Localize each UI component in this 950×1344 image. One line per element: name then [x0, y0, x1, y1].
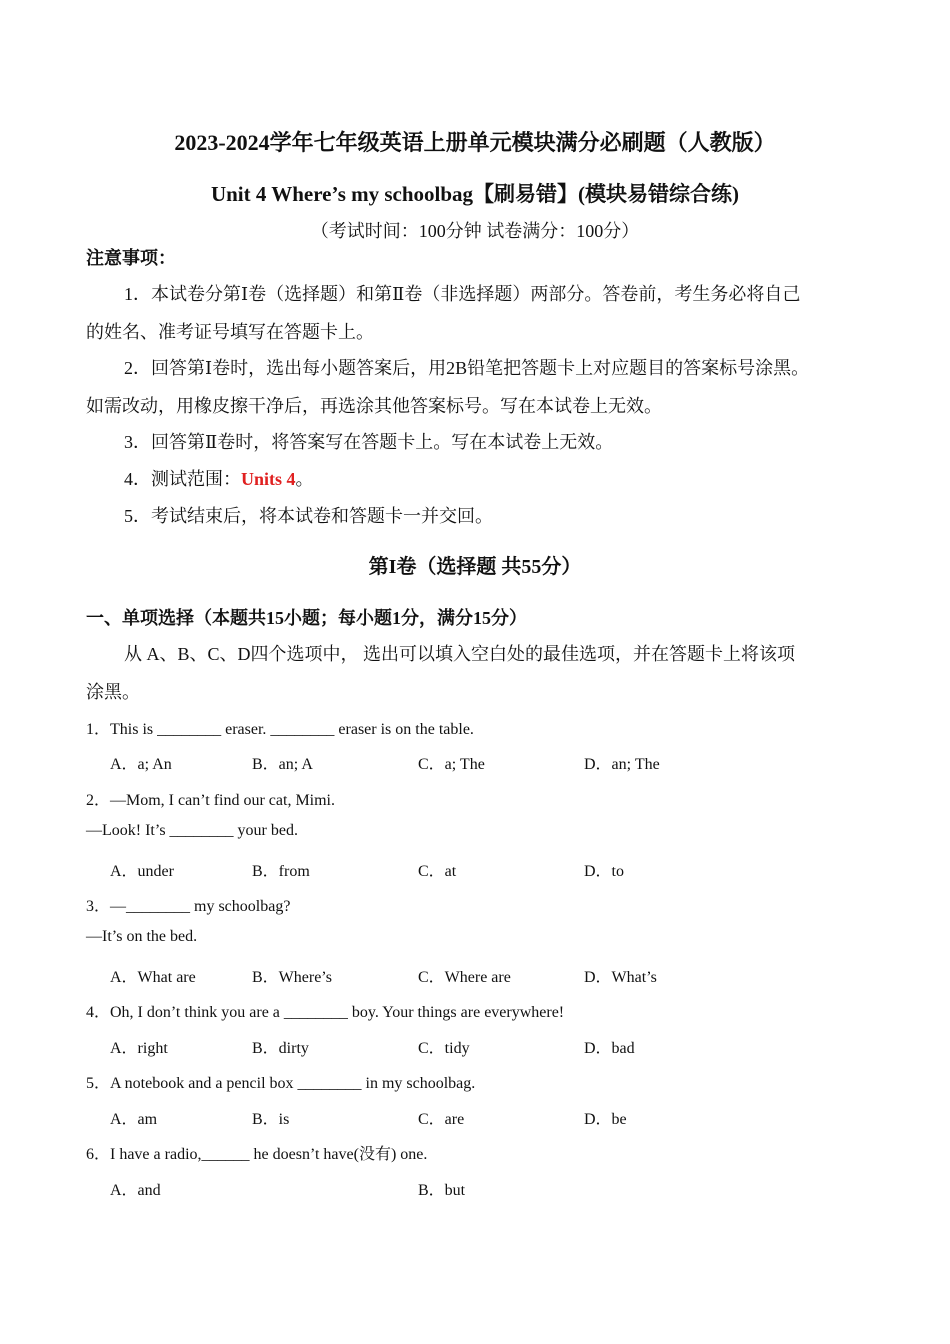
question-4-option-d: D．bad [584, 1040, 635, 1057]
question-1-option-d: D．an; The [584, 756, 660, 773]
notes-heading: 注意事项： [86, 248, 176, 268]
note-1-line-1: 1．本试卷分第Ⅰ卷（选择题）和第Ⅱ卷（非选择题）两部分。答卷前，考生务必将自己 [124, 284, 801, 304]
question-1-stem: 1．This is ________ eraser. ________ eraser is on the table. [86, 721, 474, 738]
question-3-stem: 3．—________ my schoolbag? [86, 898, 291, 915]
question-4-option-a: A．right [110, 1040, 168, 1057]
question-6-stem: 6．I have a radio,______ he doesn’t have(没有) one. [86, 1146, 428, 1163]
question-3-reply: —It’s on the bed. [86, 928, 198, 945]
instruction-line-1: 从 A、B、C、D四个选项中， 选出可以填入空白处的最佳选项，并在答题卡上将该项 [124, 644, 796, 664]
question-5-option-d: D．be [584, 1111, 627, 1128]
section-title: 一、单项选择（本题共15小题；每小题1分，满分15分） [86, 608, 527, 628]
question-1-option-b: B．an; A [252, 756, 313, 773]
question-1-option-a: A．a; An [110, 756, 172, 773]
question-3-option-a: A．What are [110, 969, 196, 986]
note-4-suffix: 。 [295, 469, 314, 489]
note-2-line-2: 如需改动，用橡皮擦干净后，再选涂其他答案标号。写在本试卷上无效。 [86, 396, 662, 416]
exam-title: 2023-2024学年七年级英语上册单元模块满分必刷题（人教版） [174, 130, 776, 155]
note-4 [124, 465, 314, 491]
question-6-option-b: B．but [418, 1182, 466, 1199]
question-5-option-a: A．am [110, 1111, 158, 1128]
note-1-line-2: 的姓名、准考证号填写在答题卡上。 [86, 322, 374, 342]
question-2-reply: —Look! It’s ________ your bed. [86, 822, 298, 839]
question-6-option-a: A．and [110, 1182, 161, 1199]
question-2-stem: 2．—Mom, I can’t find our cat, Mimi. [86, 792, 336, 809]
instruction-line-2: 涂黑。 [86, 682, 140, 702]
question-5-option-b: B．is [252, 1111, 290, 1128]
note-2-line-1: 2．回答第Ⅰ卷时，选出每小题答案后，用2B铅笔把答题卡上对应题目的答案标号涂黑。 [124, 358, 810, 378]
test-range: Units 4 [241, 469, 296, 489]
question-3-option-d: D．What’s [584, 969, 657, 986]
question-3-option-b: B．Where’s [252, 969, 332, 986]
note-3: 3．回答第Ⅱ卷时，将答案写在答题卡上。写在本试卷上无效。 [124, 432, 614, 452]
question-2-option-b: B．from [252, 863, 310, 880]
question-2-option-d: D．to [584, 863, 625, 880]
exam-info: （考试时间：100分钟 试卷满分：100分） [310, 221, 640, 241]
question-4-option-c: C．tidy [418, 1040, 470, 1057]
note-5: 5．考试结束后，将本试卷和答题卡一并交回。 [124, 506, 493, 526]
question-5-option-c: C．are [418, 1111, 465, 1128]
note-4-prefix: 4．测试范围： [124, 469, 241, 489]
part-1-title: 第I卷（选择题 共55分） [368, 556, 582, 578]
question-2-option-a: A．under [110, 863, 174, 880]
question-4-stem: 4．Oh, I don’t think you are a ________ boy. Your things are everywhere! [86, 1004, 565, 1021]
question-4-option-b: B．dirty [252, 1040, 309, 1057]
question-3-option-c: C．Where are [418, 969, 511, 986]
exam-subtitle: Unit 4 Where’s my schoolbag【刷易错】(模块易错综合练) [210, 182, 740, 206]
question-2-option-c: C．at [418, 863, 457, 880]
question-1-option-c: C．a; The [418, 756, 485, 773]
question-5-stem: 5．A notebook and a pencil box ________ in my schoolbag. [86, 1075, 476, 1092]
